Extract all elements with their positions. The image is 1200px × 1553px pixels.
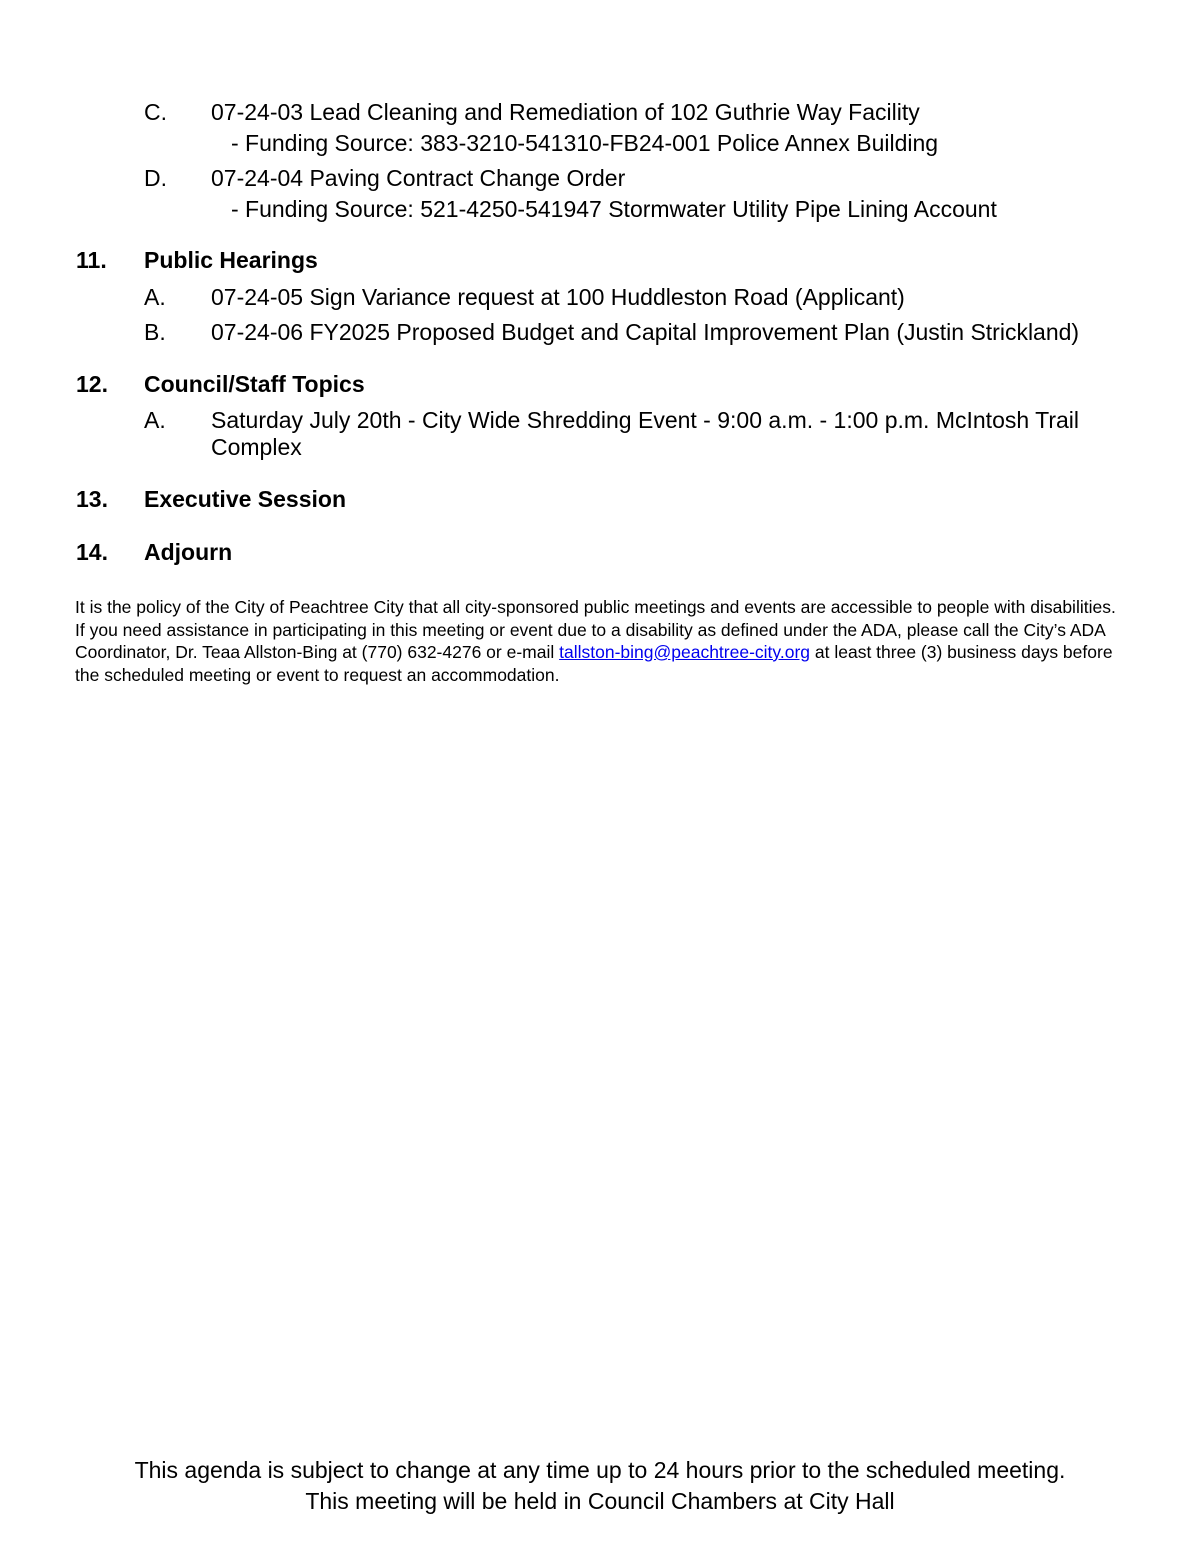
funding-source-c: - Funding Source: 383-3210-541310-FB24-001 Police Annex Building: [231, 130, 939, 156]
item-letter: C.: [144, 99, 167, 125]
item-text: 07-24-06 FY2025 Proposed Budget and Capital Improvement Plan (Justin Strickland): [211, 319, 1080, 345]
item-letter: D.: [144, 165, 167, 191]
item-letter: A.: [144, 407, 166, 433]
ada-email-link[interactable]: tallston-bing@peachtree-city.org: [559, 642, 811, 662]
footer-location-notice: This meeting will be held in Council Chambers at City Hall: [305, 1488, 895, 1514]
item-letter: B.: [144, 319, 166, 345]
funding-source-d: - Funding Source: 521-4250-541947 Stormwater Utility Pipe Lining Account: [231, 196, 997, 222]
item-text: 07-24-03 Lead Cleaning and Remediation of 102 Guthrie Way Facility: [211, 99, 920, 125]
section-title: Adjourn: [144, 539, 233, 565]
item-text: Saturday July 20th - City Wide Shredding Event - 9:00 a.m. - 1:00 p.m. McIntosh Trail Complex: [211, 407, 1079, 460]
policy-text-after: at least three (3) business days before the scheduled meeting or event to request an accommodation.: [75, 642, 1113, 685]
section-number: 11.: [76, 247, 107, 273]
item-text: 07-24-04 Paving Contract Change Order: [211, 165, 626, 191]
item-text: 07-24-05 Sign Variance request at 100 Huddleston Road (Applicant): [211, 284, 905, 310]
footer-change-notice: This agenda is subject to change at any time up to 24 hours prior to the scheduled meeting.: [134, 1457, 1066, 1483]
section-title: Executive Session: [144, 486, 346, 512]
ada-policy-notice: [75, 596, 1130, 686]
section-title: Public Hearings: [144, 247, 318, 273]
section-number: 13.: [76, 486, 108, 512]
section-title: Council/Staff Topics: [144, 371, 365, 397]
section-number: 14.: [76, 539, 108, 565]
item-letter: A.: [144, 284, 166, 310]
policy-text-before: It is the policy of the City of Peachtree City that all city-sponsored public meetings and events are accessible to people with disabilities. If you need assistance in participating in this meeting or event due to a disability as defined under the ADA, please call the City’s ADA Coordinator, Dr. Teaa Allston-Bing at (770) 632-4276 or e-mail: [75, 597, 1116, 662]
section-number: 12.: [76, 371, 108, 397]
